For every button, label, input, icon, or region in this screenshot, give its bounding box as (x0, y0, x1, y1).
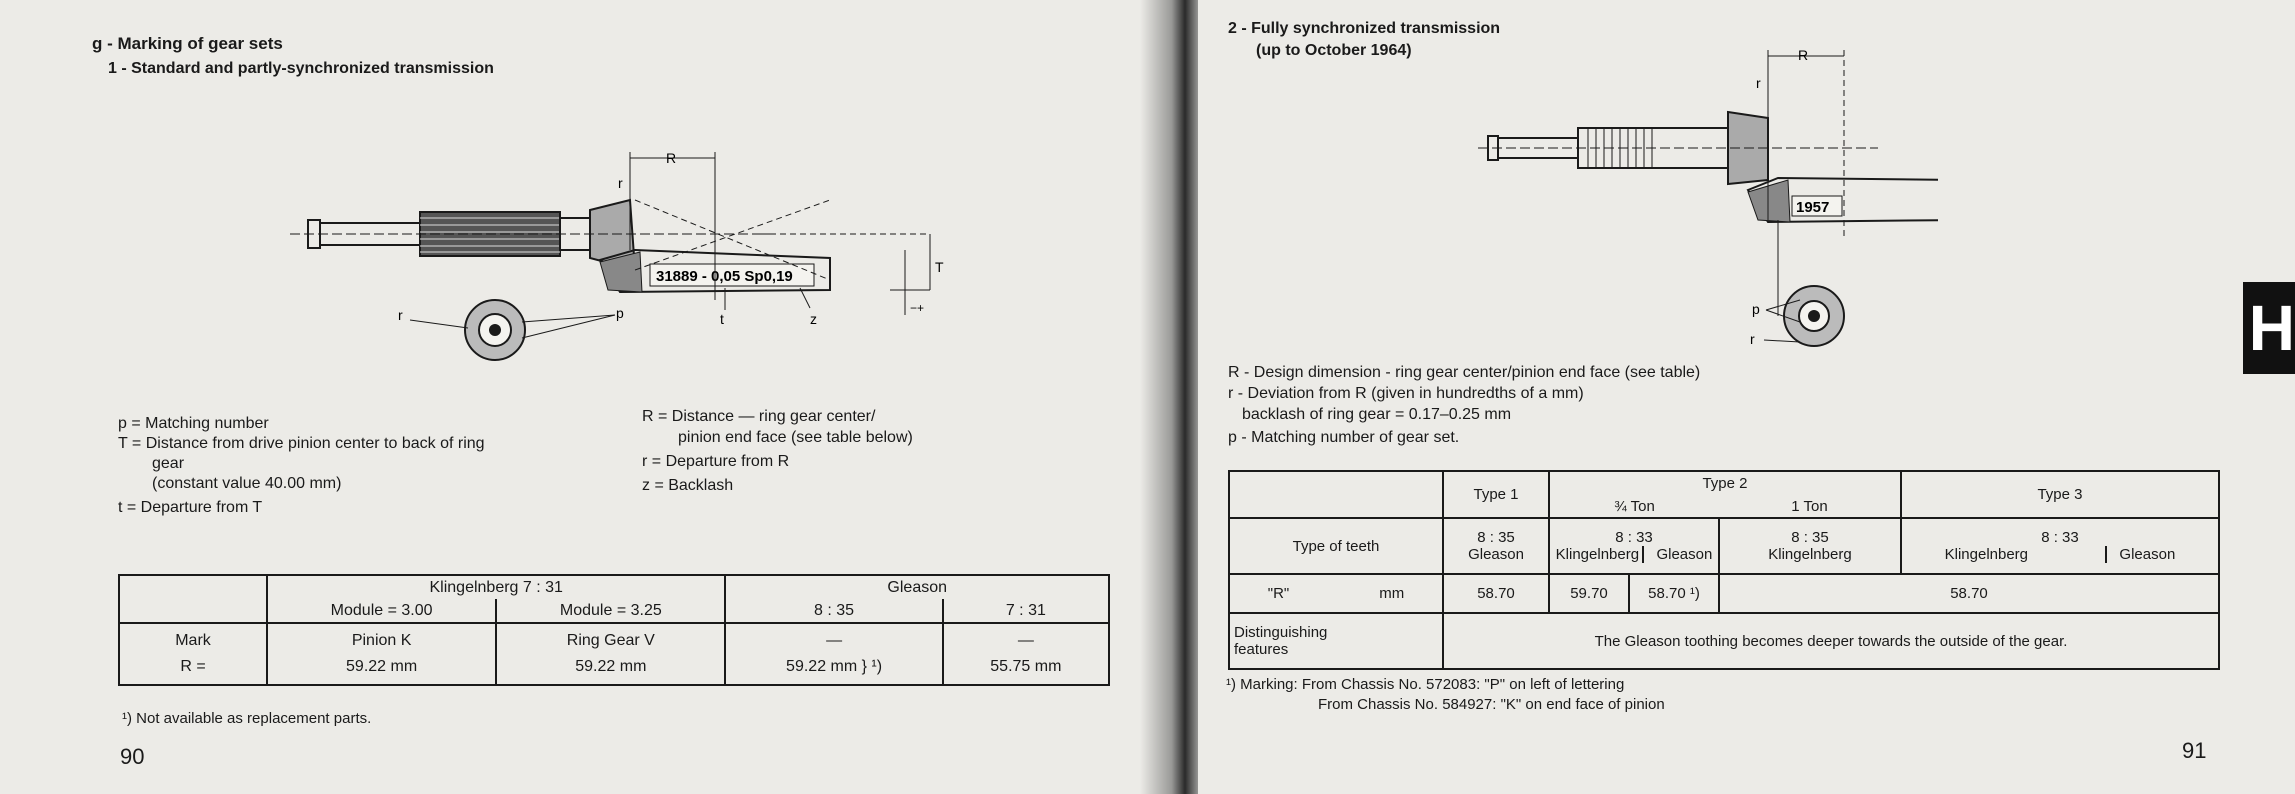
table-cell: 8 : 33 Klingelnberg Gleason (1901, 518, 2219, 574)
section-title: g - Marking of gear sets (92, 34, 283, 53)
label-R: R (1798, 47, 1809, 63)
table-cell: Ring Gear V 59.22 mm (496, 623, 725, 685)
legend-right (642, 406, 913, 496)
gear-set-diagram-left (290, 140, 970, 380)
label-r-gear: r (1750, 331, 1755, 347)
legend-line: R - Design dimension - ring gear center/pinion end face (see table) (1228, 364, 1701, 381)
footnote: From Chassis No. 584927: "K" on end face of pinion (1318, 696, 1665, 713)
svg-text:−+: −+ (910, 301, 925, 315)
table-header: Gleason (725, 575, 1109, 599)
legend-line: gear (152, 455, 185, 472)
thumb-index-tab: H (2243, 282, 2295, 374)
table-cell: 58.70 (1443, 574, 1549, 613)
table-header: 1 Ton (1719, 495, 1901, 519)
table-cell: 58.70 ¹) (1629, 574, 1719, 613)
section-subtitle: (up to October 1964) (1256, 42, 1412, 59)
table-row-label: Mark R = (119, 623, 267, 685)
table-cell: 8 : 33 Klingelnberg Gleason (1549, 518, 1719, 574)
table-header: Type 3 (1901, 471, 2219, 518)
legend-line: T = Distance from drive pinion center to back of ring (118, 435, 485, 452)
marking-text: 1957 (1796, 199, 1830, 216)
label-r-gear: r (398, 307, 403, 323)
right-page (1198, 0, 2295, 794)
gear-table-left (118, 574, 1110, 686)
page-number: 91 (2182, 738, 2207, 763)
table-corner (1229, 471, 1443, 518)
legend-line: (constant value 40.00 mm) (152, 475, 342, 492)
table-header: Klingelnberg 7 : 31 (267, 575, 725, 599)
table-cell: — 59.22 mm } ¹) (725, 623, 942, 685)
table-row-label: Distinguishing features (1229, 613, 1443, 669)
legend-line: p - Matching number of gear set. (1228, 429, 1460, 446)
label-T: T (935, 259, 944, 275)
label-p: p (1752, 301, 1760, 317)
legend-left (118, 414, 485, 518)
legend (1228, 362, 1700, 448)
marking-text: 31889 - 0,05 Sp0,19 (656, 268, 793, 285)
table-cell: 8 : 35 Klingelnberg (1719, 518, 1901, 574)
table-header: Type 1 (1443, 471, 1549, 518)
section-title: 2 - Fully synchronized transmission (1228, 20, 1501, 37)
subsection-title: 1 - Standard and partly-synchronized transmission (108, 60, 494, 77)
legend-line: p = Matching number (118, 415, 269, 432)
table-corner (119, 575, 267, 623)
page-number: 90 (120, 744, 145, 769)
legend-line: R = Distance — ring gear center/ (642, 408, 876, 425)
legend-line: z = Backlash (642, 477, 734, 494)
table-row-label: "R" mm (1229, 574, 1443, 613)
gear-set-diagram-right (1478, 40, 1938, 360)
label-t: t (720, 311, 724, 327)
table-header: ¾ Ton (1549, 495, 1719, 519)
gear-table-right (1228, 470, 2220, 670)
table-header: Module = 3.00 (267, 599, 496, 623)
table-cell: 59.70 (1549, 574, 1629, 613)
table-cell: 8 : 35 Gleason (1443, 518, 1549, 574)
legend-line: backlash of ring gear = 0.17–0.25 mm (1242, 406, 1512, 423)
footnote: ¹) Marking: From Chassis No. 572083: "P" on left of lettering (1226, 676, 1625, 693)
legend-line: t = Departure from T (118, 499, 263, 516)
legend-line: r = Departure from R (642, 453, 790, 470)
footnote: ¹) Not available as replacement parts. (122, 710, 372, 727)
table-cell: Pinion K 59.22 mm (267, 623, 496, 685)
label-p: p (616, 305, 624, 321)
table-cell: The Gleason toothing becomes deeper towards the outside of the gear. (1443, 613, 2219, 669)
table-header: 7 : 31 (943, 599, 1109, 623)
table-row-label: Type of teeth (1229, 518, 1443, 574)
table-header: Type 2 (1549, 471, 1901, 495)
legend-line: pinion end face (see table below) (678, 429, 913, 446)
table-cell: 58.70 (1719, 574, 2219, 613)
label-R: R (666, 150, 677, 166)
legend-line: r - Deviation from R (given in hundredths of a mm) (1228, 385, 1584, 402)
label-r: r (1756, 75, 1761, 91)
label-r: r (618, 175, 623, 191)
table-header: Module = 3.25 (496, 599, 725, 623)
table-cell: — 55.75 mm (943, 623, 1109, 685)
table-header: 8 : 35 (725, 599, 942, 623)
label-z: z (810, 311, 817, 327)
